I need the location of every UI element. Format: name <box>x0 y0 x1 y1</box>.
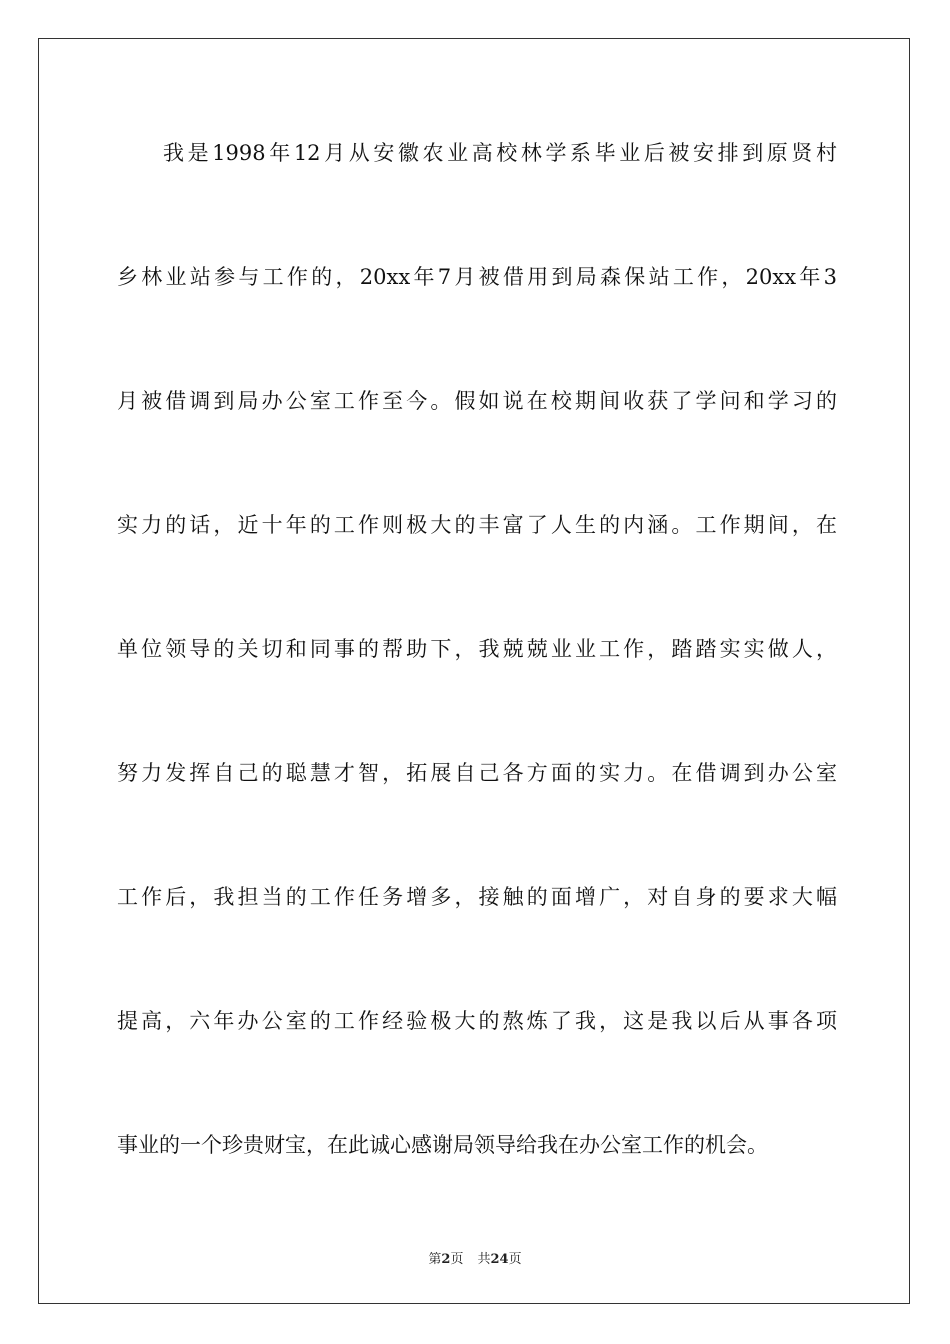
paragraph-line-4: 实力的话，近十年的工作则极大的丰富了人生的内涵。工作期间，在 <box>117 513 837 537</box>
total-suffix: 页 <box>508 1252 522 1267</box>
document-body <box>117 122 837 1238</box>
paragraph-line-3: 月被借调到局办公室工作至今。假如说在校期间收获了学问和学习的 <box>117 389 837 413</box>
current-page-number: 2 <box>441 1252 451 1267</box>
paragraph-line-1: 我是1998年12月从安徽农业高校林学系毕业后被安排到原贤村 <box>163 141 837 165</box>
paragraph-line-9: 事业的一个珍贵财宝，在此诚心感谢局领导给我在办公室工作的机会。 <box>117 1133 768 1157</box>
paragraph-line-6: 努力发挥自己的聪慧才智，拓展自己各方面的实力。在借调到办公室 <box>117 761 837 785</box>
paragraph-line-5: 单位领导的关切和同事的帮助下，我兢兢业业工作，踏踏实实做人， <box>117 637 837 661</box>
page-footer <box>0 1248 950 1267</box>
total-prefix: 共 <box>477 1252 491 1267</box>
paragraph-line-2: 乡林业站参与工作的，20xx年7月被借用到局森保站工作，20xx年3 <box>117 265 837 289</box>
page-prefix: 第 <box>428 1252 442 1267</box>
paragraph-line-7: 工作后，我担当的工作任务增多，接触的面增广，对自身的要求大幅 <box>117 885 837 909</box>
page-suffix: 页 <box>450 1252 464 1267</box>
paragraph-line-8: 提高，六年办公室的工作经验极大的熬炼了我，这是我以后从事各项 <box>117 1009 837 1033</box>
total-page-count: 24 <box>490 1252 509 1267</box>
